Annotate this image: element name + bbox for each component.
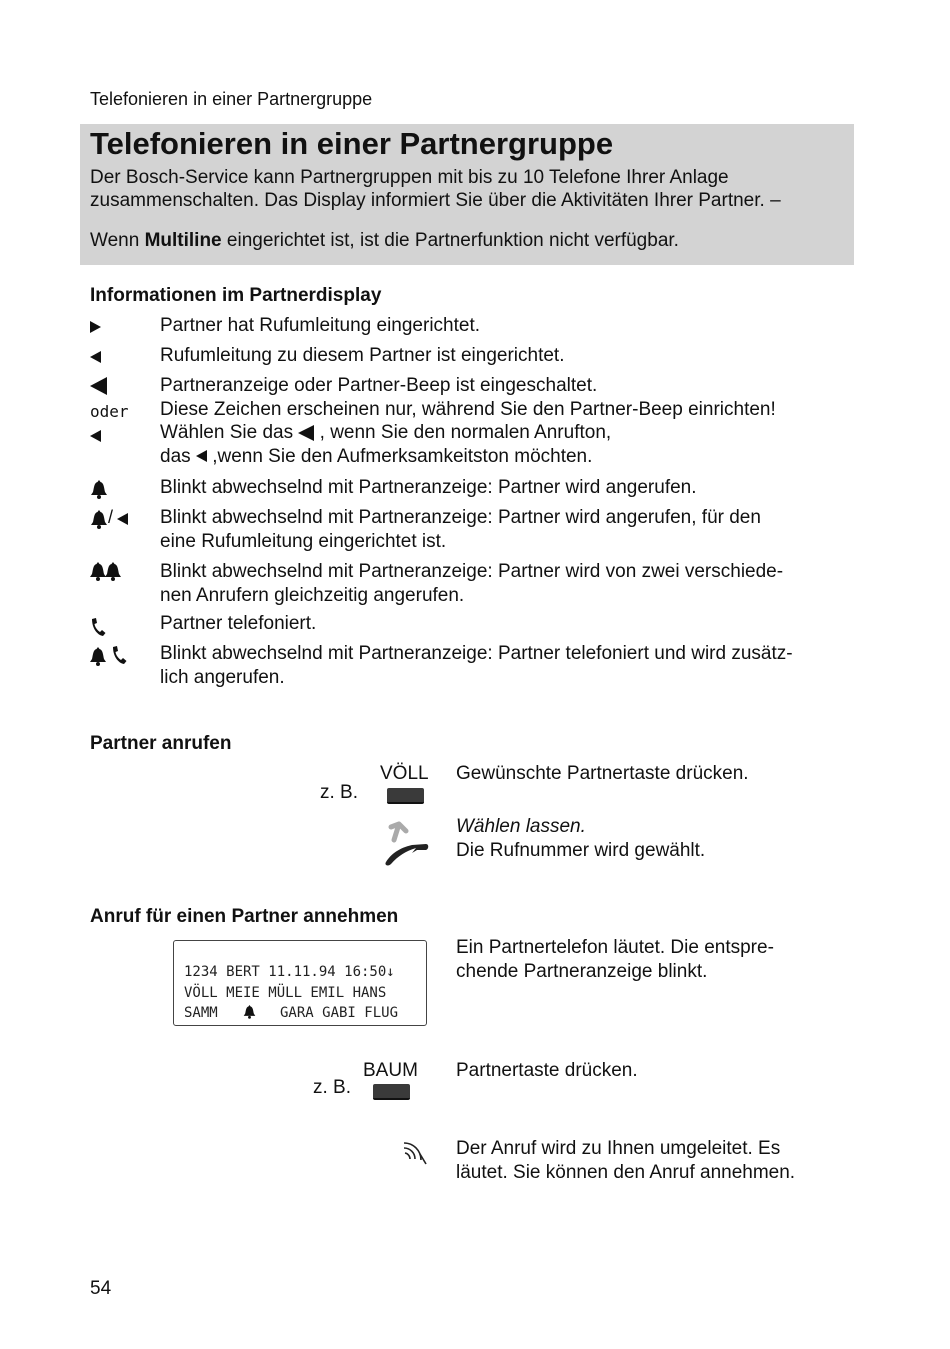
zb-label: z. B. [313, 1077, 352, 1098]
display-row-3: SAMM [184, 1005, 218, 1021]
small-back-triangle-icon [117, 513, 128, 525]
intro-line-1: Der Bosch-Service kann Partnergruppen mit bis zu 10 Telefone Ihrer Anlage [90, 167, 729, 188]
intro-text [90, 166, 840, 212]
info-item-6: Blinkt abwechselnd mit Partneranzeige: Partner wird von zwei verschiede- nen Anrufern gleichzeitig angerufen. [160, 561, 784, 606]
info-item-3: Partneranzeige oder Partner-Beep ist eingeschaltet. Diese Zeichen erscheinen nur, während Sie den Partner-Beep einrichten! Wählen Sie das , wenn Sie den normalen Anrufton, das ,wenn Sie den Aufmerksamkeitston möchten. [160, 375, 776, 467]
info-item-4: Blinkt abwechselnd mit Partneranzeige: Partner wird angerufen. [160, 477, 697, 498]
answer-step-3: Der Anruf wird zu Ihnen umgeleitet. Es läutet. Sie können den Anruf annehmen. [456, 1138, 796, 1183]
answer-step-1: Ein Partnertelefon läutet. Die entspre- chende Partneranzeige blinkt. [456, 937, 774, 982]
zb-label: z. B. [320, 782, 359, 803]
display-row-3b: GARA GABI FLUG [280, 1005, 399, 1021]
call-step-1: Gewünschte Partnertaste drücken. [456, 763, 749, 784]
section-heading-answer: Anruf für einen Partner annehmen [90, 906, 399, 927]
key-label-voell: VÖLL [380, 763, 429, 784]
large-back-triangle-icon [90, 377, 107, 395]
bell-icon [90, 479, 108, 499]
running-head: Telefonieren in einer Partnergruppe [90, 89, 373, 109]
page-title: Telefonieren in einer Partnergruppe [90, 126, 614, 161]
info-item-8: Blinkt abwechselnd mit Partneranzeige: Partner telefoniert und wird zusätz- lich angerufen. [160, 643, 793, 688]
down-arrow-icon: ↓ [386, 964, 395, 980]
answer-step-2: Partnertaste drücken. [456, 1060, 638, 1081]
handset-icon [90, 617, 106, 637]
double-bell-icon [89, 561, 123, 581]
small-back-triangle-icon [196, 450, 207, 462]
info-item-2: Rufumleitung zu diesem Partner ist eingerichtet. [160, 345, 565, 366]
bell-icon [243, 1004, 256, 1019]
call-step-2-title: Wählen lassen. [456, 816, 586, 837]
bell-forward-icon [90, 507, 140, 529]
key-label-baum: BAUM [363, 1060, 418, 1081]
display-row-1: 1234 BERT 11.11.94 16:50↓ [184, 964, 395, 980]
page-number: 54 [90, 1278, 112, 1299]
bell-handset-icon [89, 645, 129, 667]
forward-triangle-icon [90, 321, 101, 333]
partner-key-baum[interactable] [373, 1084, 410, 1100]
bell-icon [90, 509, 108, 529]
ringing-icon [402, 1140, 428, 1166]
display-row-2: VÖLL MEIE MÜLL EMIL HANS [184, 985, 387, 1001]
section-heading-info: Informationen im Partnerdisplay [90, 285, 382, 306]
intro-note: Wenn Multiline eingerichtet ist, ist die Partnerfunktion nicht verfügbar. [90, 230, 679, 251]
small-back-triangle-icon [90, 430, 101, 442]
large-back-triangle-icon [298, 425, 314, 441]
call-step-2-text: Die Rufnummer wird gewählt. [456, 840, 706, 861]
info-item-5: Blinkt abwechselnd mit Partneranzeige: Partner wird angerufen, für den eine Rufumleitung eingerichtet ist. [160, 507, 761, 552]
intro-line-2: zusammenschalten. Das Display informiert Sie über die Aktivitäten Ihrer Partner. – [90, 190, 781, 211]
slash-separator: / [108, 507, 114, 527]
multiline-term: Multiline [144, 230, 222, 251]
oder-label: oder [90, 402, 129, 421]
partner-key-voell[interactable] [387, 788, 424, 804]
small-back-triangle-icon [90, 351, 101, 363]
lift-handset-icon [382, 818, 430, 868]
section-heading-call: Partner anrufen [90, 733, 232, 754]
info-item-1: Partner hat Rufumleitung eingerichtet. [160, 315, 481, 336]
info-item-7: Partner telefoniert. [160, 613, 317, 634]
